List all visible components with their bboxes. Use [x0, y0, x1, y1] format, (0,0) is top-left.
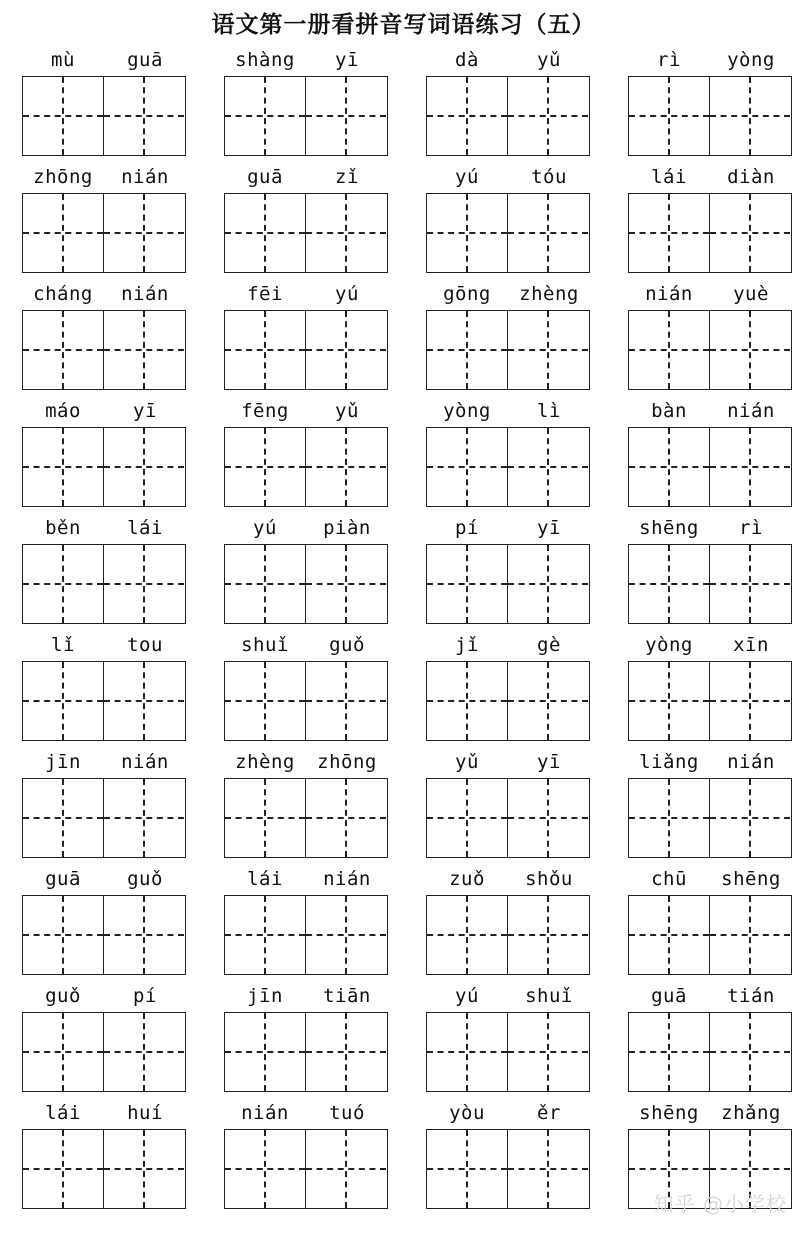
pinyin-syllable: piàn [323, 517, 371, 539]
tianzige-box[interactable] [23, 428, 103, 506]
word-exercise [628, 44, 792, 146]
tianzige-pair [224, 1129, 388, 1209]
tianzige-pair [22, 544, 186, 624]
tianzige-box[interactable] [507, 194, 588, 272]
pinyin-row [224, 278, 388, 310]
tianzige-box[interactable] [709, 194, 790, 272]
tianzige-pair [224, 310, 388, 390]
word-exercise [426, 980, 590, 1082]
tianzige-box[interactable] [427, 194, 507, 272]
pinyin-syllable: zhōng [33, 166, 93, 188]
tianzige-pair [224, 895, 388, 975]
tianzige-box[interactable] [507, 428, 588, 506]
pinyin-syllable: nián [645, 283, 693, 305]
pinyin-syllable: zhèng [235, 751, 295, 773]
tianzige-box[interactable] [629, 779, 709, 857]
pinyin-syllable: yú [455, 985, 479, 1007]
word-exercise [628, 512, 792, 614]
pinyin-row [426, 629, 590, 661]
word-exercise [22, 44, 186, 146]
tianzige-box[interactable] [427, 77, 507, 155]
pinyin-syllable: guǒ [127, 868, 163, 890]
tianzige-pair [426, 310, 590, 390]
pinyin-syllable: dà [455, 49, 479, 71]
pinyin-syllable: liǎng [639, 751, 699, 773]
pinyin-row [22, 746, 186, 778]
pinyin-syllable: nián [241, 1102, 289, 1124]
pinyin-syllable: guā [127, 49, 163, 71]
pinyin-syllable: lái [651, 166, 687, 188]
tianzige-box[interactable] [23, 1130, 103, 1208]
tianzige-box[interactable] [23, 779, 103, 857]
word-exercise [224, 980, 388, 1082]
tianzige-box[interactable] [427, 1130, 507, 1208]
pinyin-syllable: xīn [733, 634, 769, 656]
word-exercise [426, 629, 590, 731]
word-exercise [224, 161, 388, 263]
tianzige-box[interactable] [23, 77, 103, 155]
pinyin-syllable: yī [335, 49, 359, 71]
pinyin-syllable: huí [127, 1102, 163, 1124]
tianzige-box[interactable] [305, 662, 386, 740]
pinyin-syllable: shuǐ [525, 985, 573, 1007]
tianzige-box[interactable] [103, 428, 184, 506]
pinyin-row [628, 629, 792, 661]
tianzige-pair [628, 895, 792, 975]
tianzige-pair [224, 76, 388, 156]
pinyin-syllable: cháng [33, 283, 93, 305]
pinyin-row [22, 395, 186, 427]
tianzige-box[interactable] [225, 194, 305, 272]
pinyin-syllable: shēng [639, 517, 699, 539]
pinyin-syllable: běn [45, 517, 81, 539]
tianzige-box[interactable] [629, 428, 709, 506]
word-exercise [224, 512, 388, 614]
word-exercise [22, 746, 186, 848]
tianzige-pair [628, 193, 792, 273]
pinyin-syllable: lái [127, 517, 163, 539]
tianzige-pair [22, 661, 186, 741]
tianzige-box[interactable] [23, 311, 103, 389]
word-exercise [22, 1097, 186, 1199]
tianzige-pair [628, 310, 792, 390]
word-exercise [426, 512, 590, 614]
word-exercise [224, 746, 388, 848]
tianzige-box[interactable] [709, 1013, 790, 1091]
pinyin-row [426, 746, 590, 778]
tianzige-pair [628, 661, 792, 741]
pinyin-row [22, 44, 186, 76]
tianzige-pair [628, 76, 792, 156]
tianzige-box[interactable] [225, 1013, 305, 1091]
tianzige-box[interactable] [225, 896, 305, 974]
pinyin-syllable: shēng [639, 1102, 699, 1124]
tianzige-box[interactable] [305, 77, 386, 155]
word-exercise [22, 629, 186, 731]
pinyin-syllable: máo [45, 400, 81, 422]
tianzige-box[interactable] [103, 896, 184, 974]
pinyin-syllable: pí [455, 517, 479, 539]
tianzige-box[interactable] [23, 1013, 103, 1091]
pinyin-syllable: lì [537, 400, 561, 422]
pinyin-syllable: shǒu [525, 868, 573, 890]
pinyin-row [426, 863, 590, 895]
tianzige-box[interactable] [305, 1013, 386, 1091]
tianzige-box[interactable] [629, 545, 709, 623]
pinyin-syllable: lái [45, 1102, 81, 1124]
pinyin-syllable: yī [537, 517, 561, 539]
word-exercise [224, 395, 388, 497]
pinyin-row [22, 512, 186, 544]
pinyin-row [224, 395, 388, 427]
pinyin-syllable: guā [45, 868, 81, 890]
word-exercise [22, 980, 186, 1082]
word-exercise [22, 161, 186, 263]
pinyin-syllable: zǐ [335, 166, 359, 188]
pinyin-syllable: nián [727, 400, 775, 422]
pinyin-syllable: yòng [727, 49, 775, 71]
pinyin-syllable: yī [537, 751, 561, 773]
pinyin-row [224, 629, 388, 661]
tianzige-pair [426, 427, 590, 507]
tianzige-box[interactable] [709, 311, 790, 389]
tianzige-box[interactable] [427, 1013, 507, 1091]
word-exercise [628, 161, 792, 263]
word-exercise [628, 278, 792, 380]
pinyin-syllable: lǐ [51, 634, 75, 656]
pinyin-syllable: yòu [449, 1102, 485, 1124]
tianzige-box[interactable] [103, 311, 184, 389]
pinyin-syllable: yī [133, 400, 157, 422]
pinyin-row [426, 161, 590, 193]
tianzige-box[interactable] [305, 428, 386, 506]
word-exercise [628, 1097, 792, 1199]
pinyin-row [628, 278, 792, 310]
word-exercise [224, 278, 388, 380]
pinyin-syllable: bàn [651, 400, 687, 422]
tianzige-box[interactable] [305, 779, 386, 857]
tianzige-box[interactable] [629, 194, 709, 272]
pinyin-syllable: yòng [443, 400, 491, 422]
tianzige-pair [224, 661, 388, 741]
tianzige-box[interactable] [507, 311, 588, 389]
word-exercise [628, 629, 792, 731]
tianzige-box[interactable] [427, 779, 507, 857]
pinyin-syllable: yǔ [537, 49, 561, 71]
word-exercise [224, 1097, 388, 1199]
pinyin-row [628, 746, 792, 778]
tianzige-pair [426, 193, 590, 273]
watermark: 知乎 @小学校 [653, 1192, 787, 1216]
tianzige-box[interactable] [23, 662, 103, 740]
word-exercise [426, 44, 590, 146]
pinyin-syllable: tou [127, 634, 163, 656]
tianzige-box[interactable] [427, 662, 507, 740]
tianzige-pair [224, 1012, 388, 1092]
word-exercise [426, 161, 590, 263]
pinyin-syllable: ěr [537, 1102, 561, 1124]
tianzige-box[interactable] [225, 311, 305, 389]
pinyin-row [22, 278, 186, 310]
exercise-grid [22, 44, 792, 1199]
pinyin-row [426, 278, 590, 310]
tianzige-box[interactable] [23, 896, 103, 974]
word-exercise [224, 863, 388, 965]
tianzige-box[interactable] [709, 545, 790, 623]
pinyin-row [628, 980, 792, 1012]
pinyin-syllable: gōng [443, 283, 491, 305]
tianzige-box[interactable] [305, 896, 386, 974]
word-exercise [628, 980, 792, 1082]
tianzige-box[interactable] [709, 779, 790, 857]
word-exercise [224, 629, 388, 731]
word-exercise [426, 1097, 590, 1199]
pinyin-syllable: guā [247, 166, 283, 188]
tianzige-pair [22, 427, 186, 507]
tianzige-box[interactable] [103, 1013, 184, 1091]
tianzige-box[interactable] [629, 662, 709, 740]
pinyin-syllable: tián [727, 985, 775, 1007]
pinyin-syllable: nián [121, 751, 169, 773]
tianzige-pair [426, 544, 590, 624]
pinyin-syllable: zhèng [519, 283, 579, 305]
tianzige-pair [426, 661, 590, 741]
pinyin-row [628, 44, 792, 76]
pinyin-syllable: guǒ [45, 985, 81, 1007]
tianzige-box[interactable] [709, 662, 790, 740]
tianzige-box[interactable] [305, 1130, 386, 1208]
tianzige-box[interactable] [629, 1013, 709, 1091]
tianzige-box[interactable] [507, 896, 588, 974]
word-exercise [628, 395, 792, 497]
tianzige-box[interactable] [103, 545, 184, 623]
word-exercise [628, 863, 792, 965]
tianzige-pair [22, 1129, 186, 1209]
tianzige-pair [426, 76, 590, 156]
tianzige-box[interactable] [507, 545, 588, 623]
pinyin-syllable: zhōng [317, 751, 377, 773]
word-exercise [426, 746, 590, 848]
pinyin-syllable: rì [739, 517, 763, 539]
pinyin-syllable: fēng [241, 400, 289, 422]
tianzige-box[interactable] [709, 428, 790, 506]
tianzige-box[interactable] [507, 1013, 588, 1091]
word-exercise [628, 746, 792, 848]
tianzige-box[interactable] [225, 1130, 305, 1208]
pinyin-syllable: gè [537, 634, 561, 656]
pinyin-syllable: guā [651, 985, 687, 1007]
tianzige-pair [628, 1012, 792, 1092]
tianzige-box[interactable] [225, 662, 305, 740]
tianzige-box[interactable] [23, 545, 103, 623]
word-exercise [426, 863, 590, 965]
tianzige-pair [426, 778, 590, 858]
tianzige-box[interactable] [103, 77, 184, 155]
word-exercise [426, 395, 590, 497]
tianzige-box[interactable] [23, 194, 103, 272]
pinyin-syllable: lái [247, 868, 283, 890]
pinyin-syllable: nián [121, 166, 169, 188]
tianzige-pair [22, 778, 186, 858]
tianzige-box[interactable] [225, 779, 305, 857]
pinyin-syllable: pí [133, 985, 157, 1007]
word-exercise [22, 278, 186, 380]
tianzige-pair [224, 193, 388, 273]
tianzige-pair [22, 76, 186, 156]
pinyin-row [22, 629, 186, 661]
tianzige-box[interactable] [507, 779, 588, 857]
pinyin-syllable: jǐ [455, 634, 479, 656]
pinyin-syllable: jīn [45, 751, 81, 773]
tianzige-box[interactable] [629, 311, 709, 389]
pinyin-syllable: tiān [323, 985, 371, 1007]
tianzige-pair [22, 193, 186, 273]
tianzige-box[interactable] [305, 194, 386, 272]
tianzige-box[interactable] [427, 311, 507, 389]
pinyin-syllable: nián [121, 283, 169, 305]
word-exercise [22, 512, 186, 614]
pinyin-row [628, 161, 792, 193]
pinyin-row [224, 863, 388, 895]
pinyin-syllable: yǔ [455, 751, 479, 773]
pinyin-syllable: yú [253, 517, 277, 539]
pinyin-syllable: tóu [531, 166, 567, 188]
pinyin-row [224, 746, 388, 778]
tianzige-box[interactable] [103, 779, 184, 857]
tianzige-pair [426, 895, 590, 975]
pinyin-row [224, 980, 388, 1012]
tianzige-box[interactable] [305, 311, 386, 389]
tianzige-box[interactable] [225, 545, 305, 623]
page-title: 语文第一册看拼音写词语练习（五） [211, 11, 596, 38]
word-exercise [22, 395, 186, 497]
pinyin-row [224, 44, 388, 76]
tianzige-box[interactable] [103, 1130, 184, 1208]
tianzige-box[interactable] [507, 1130, 588, 1208]
tianzige-box[interactable] [103, 662, 184, 740]
pinyin-syllable: shàng [235, 49, 295, 71]
tianzige-pair [426, 1012, 590, 1092]
tianzige-pair [628, 427, 792, 507]
pinyin-syllable: yǔ [335, 400, 359, 422]
tianzige-box[interactable] [305, 545, 386, 623]
pinyin-row [224, 512, 388, 544]
tianzige-box[interactable] [103, 194, 184, 272]
pinyin-syllable: zuǒ [449, 868, 485, 890]
pinyin-syllable: tuó [329, 1102, 365, 1124]
pinyin-row [224, 161, 388, 193]
tianzige-box[interactable] [629, 896, 709, 974]
tianzige-pair [224, 778, 388, 858]
tianzige-box[interactable] [225, 428, 305, 506]
tianzige-pair [426, 1129, 590, 1209]
pinyin-syllable: yú [335, 283, 359, 305]
pinyin-row [628, 863, 792, 895]
tianzige-box[interactable] [507, 77, 588, 155]
pinyin-row [426, 1097, 590, 1129]
pinyin-row [628, 512, 792, 544]
pinyin-syllable: shuǐ [241, 634, 289, 656]
pinyin-syllable: shēng [721, 868, 781, 890]
pinyin-syllable: mù [51, 49, 75, 71]
pinyin-syllable: guǒ [329, 634, 365, 656]
pinyin-row [22, 161, 186, 193]
pinyin-syllable: fēi [247, 283, 283, 305]
tianzige-box[interactable] [225, 77, 305, 155]
word-exercise [426, 278, 590, 380]
tianzige-box[interactable] [709, 77, 790, 155]
tianzige-pair [628, 544, 792, 624]
pinyin-row [22, 980, 186, 1012]
pinyin-syllable: zhǎng [721, 1102, 781, 1124]
tianzige-pair [22, 895, 186, 975]
pinyin-row [426, 980, 590, 1012]
tianzige-pair [628, 778, 792, 858]
tianzige-pair [22, 310, 186, 390]
pinyin-row [22, 863, 186, 895]
pinyin-row [426, 512, 590, 544]
tianzige-box[interactable] [427, 545, 507, 623]
word-exercise [22, 863, 186, 965]
pinyin-row [22, 1097, 186, 1129]
pinyin-syllable: yú [455, 166, 479, 188]
pinyin-syllable: rì [657, 49, 681, 71]
pinyin-row [426, 44, 590, 76]
tianzige-pair [22, 1012, 186, 1092]
tianzige-box[interactable] [629, 77, 709, 155]
pinyin-syllable: yòng [645, 634, 693, 656]
pinyin-row [426, 395, 590, 427]
pinyin-row [628, 395, 792, 427]
word-exercise [224, 44, 388, 146]
pinyin-syllable: chū [651, 868, 687, 890]
pinyin-syllable: nián [323, 868, 371, 890]
tianzige-box[interactable] [427, 896, 507, 974]
pinyin-syllable: jīn [247, 985, 283, 1007]
tianzige-pair [224, 427, 388, 507]
pinyin-syllable: yuè [733, 283, 769, 305]
tianzige-box[interactable] [427, 428, 507, 506]
pinyin-syllable: diàn [727, 166, 775, 188]
pinyin-row [628, 1097, 792, 1129]
pinyin-syllable: nián [727, 751, 775, 773]
tianzige-box[interactable] [507, 662, 588, 740]
tianzige-box[interactable] [709, 896, 790, 974]
tianzige-pair [224, 544, 388, 624]
pinyin-row [224, 1097, 388, 1129]
